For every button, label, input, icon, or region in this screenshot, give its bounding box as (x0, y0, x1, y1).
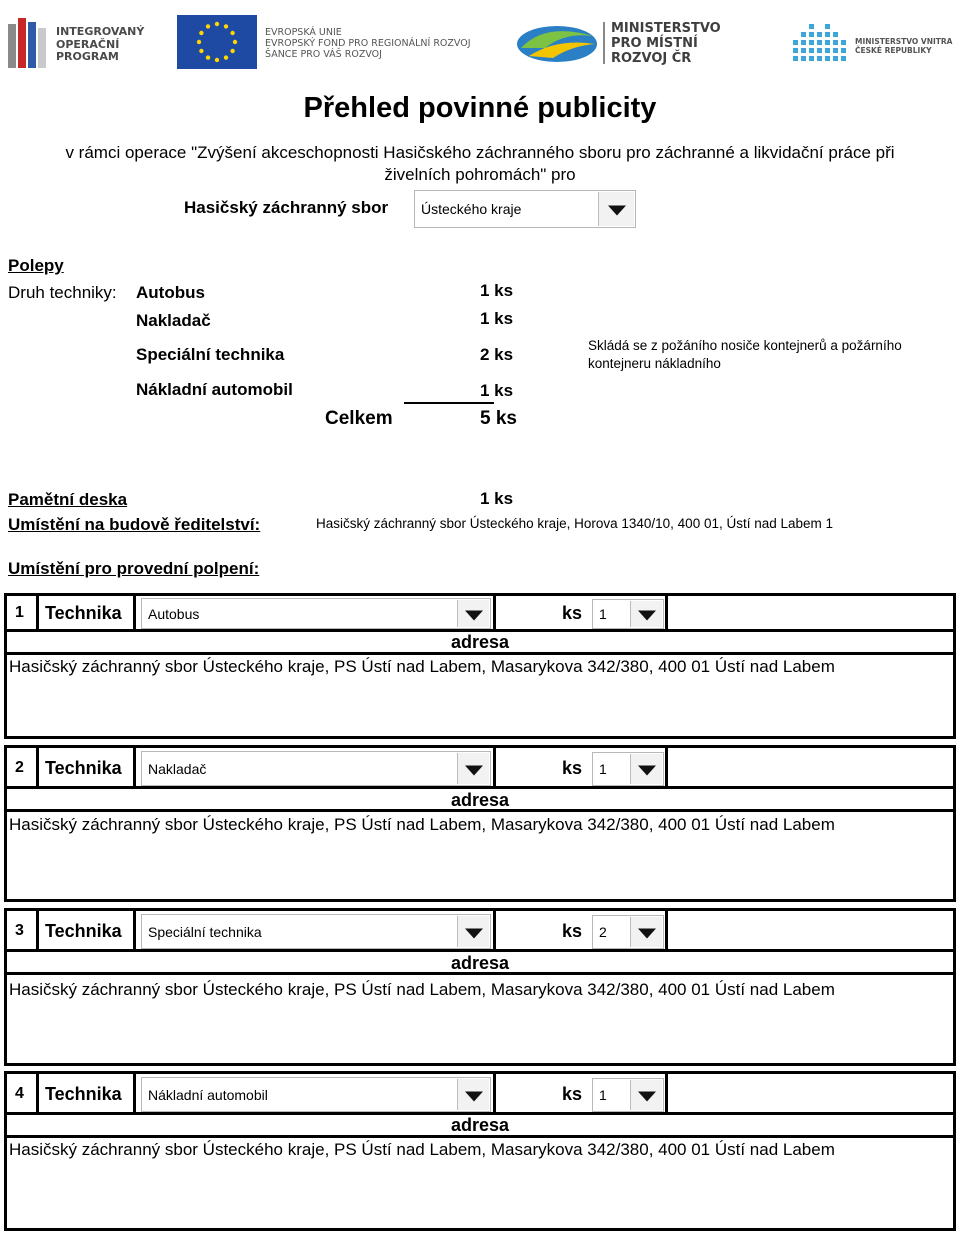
eu-flag-icon (177, 15, 257, 69)
mmr-line: ROZVOJ ČR (611, 50, 692, 66)
page-title: Přehled povinné publicity (303, 92, 657, 124)
block-adresa-label: adresa (450, 953, 510, 973)
polepy-item-name: Speciální technika (136, 345, 285, 364)
sum-divider (404, 402, 494, 404)
eu-line: EVROPSKÁ UNIE (265, 27, 342, 38)
hzs-select-value: Ústeckého kraje (421, 201, 522, 217)
technika-select[interactable] (141, 1077, 491, 1112)
polepy-item-name: Autobus (136, 283, 205, 302)
cell-divider (665, 911, 668, 949)
technika-block (4, 593, 956, 739)
technika-select[interactable] (141, 751, 491, 786)
mv-line: ČESKÉ REPUBLIKY (855, 45, 932, 55)
pametni-deska-qty: 1 ks (480, 489, 514, 508)
cell-divider (133, 748, 136, 786)
eu-line: EVROPSKÝ FOND PRO REGIONÁLNÍ ROZVOJ (265, 37, 471, 49)
cell-divider (133, 911, 136, 949)
technika-block (4, 1071, 956, 1231)
subtitle-line-1: v rámci operace "Zvýšení akceschopnosti Hasičského záchranného sboru pro záchranné a likvidační práce při (65, 143, 895, 162)
mv-dots-icon (793, 20, 849, 68)
block-technika-label: Technika (45, 921, 122, 941)
mmr-logo (515, 12, 725, 70)
dropdown-arrow-icon (638, 766, 656, 776)
ks-select-value: 1 (599, 606, 607, 622)
umisteni-budova-label: Umístění na budově ředitelství: (8, 515, 261, 534)
hzs-label: Hasičský záchranný sbor (184, 198, 389, 217)
subtitle-line-2: živelních pohromách" pro (384, 165, 576, 184)
polepy-item-name: Nákladní automobil (136, 380, 293, 399)
block-adresa-value: Hasičský záchranný sbor Ústeckého kraje, PS Ústí nad Labem, Masarykova 342/380, 400 01 Ústí nad Labem (9, 815, 835, 834)
dropdown-arrow-icon (465, 765, 483, 775)
row-divider (7, 949, 953, 952)
block-technika-label: Technika (45, 1084, 122, 1104)
note-line: Skládá se z požáního nosiče kontejnerů a požárního (588, 338, 902, 353)
technika-select-button[interactable] (457, 916, 489, 947)
block-technika-label: Technika (45, 603, 122, 623)
dropdown-arrow-icon (638, 929, 656, 939)
iop-logo (8, 12, 158, 70)
block-adresa-label: adresa (450, 790, 510, 810)
ks-select[interactable] (592, 599, 664, 629)
block-ks-label: ks (562, 1084, 583, 1104)
provedeni-heading: Umístění pro provední polpení: (8, 559, 260, 578)
technika-select-button[interactable] (457, 753, 489, 784)
ks-select-value: 2 (599, 924, 607, 940)
hzs-select-button[interactable] (598, 192, 634, 226)
polepy-item-qty: 1 ks (480, 281, 514, 300)
cell-divider (493, 596, 496, 629)
pametni-deska-heading: Pamětní deska (8, 490, 128, 509)
eu-line: ŠANCE PRO VÁŠ ROZVOJ (265, 48, 382, 60)
dropdown-arrow-icon (465, 928, 483, 938)
cell-divider (665, 1074, 668, 1112)
cell-divider (493, 748, 496, 786)
ks-select-button[interactable] (630, 1080, 662, 1110)
block-number: 2 (15, 759, 24, 776)
hzs-select[interactable] (414, 190, 636, 228)
block-technika-label: Technika (45, 758, 122, 778)
block-ks-label: ks (562, 603, 583, 623)
polepy-item-qty: 1 ks (480, 309, 514, 328)
block-adresa-value: Hasičský záchranný sbor Ústeckého kraje, PS Ústí nad Labem, Masarykova 342/380, 400 01 Ústí nad Labem (9, 657, 835, 676)
block-adresa-label: adresa (450, 1115, 510, 1135)
block-ks-label: ks (562, 921, 583, 941)
iop-line: INTEGROVANÝ (56, 25, 145, 38)
cell-divider (36, 748, 39, 786)
cell-divider (665, 596, 668, 629)
ks-select-button[interactable] (630, 601, 662, 627)
block-number: 4 (15, 1085, 24, 1102)
mv-line: MINISTERSTVO VNITRA (855, 37, 953, 46)
block-number: 1 (15, 604, 24, 621)
note-line: kontejneru nákladního (588, 356, 721, 371)
block-adresa-value: Hasičský záchranný sbor Ústeckého kraje, PS Ústí nad Labem, Masarykova 342/380, 400 01 Ústí nad Labem (9, 1140, 835, 1159)
iop-line: PROGRAM (56, 50, 119, 64)
technika-select-value: Nakladač (148, 760, 207, 777)
mmr-swoosh-icon (515, 18, 599, 68)
technika-select-button[interactable] (457, 600, 489, 627)
druh-techniky-label: Druh techniky: (8, 283, 117, 302)
technika-select-value: Autobus (148, 605, 200, 622)
row-divider (7, 786, 953, 789)
celkem-label: Celkem (325, 408, 393, 429)
ks-select-value: 1 (599, 1087, 607, 1103)
mmr-line: PRO MÍSTNÍ (611, 35, 698, 51)
ks-select-value: 1 (599, 761, 607, 777)
polepy-item-qty: 1 ks (480, 381, 514, 400)
cell-divider (36, 1074, 39, 1112)
technika-select-value: Speciální technika (148, 923, 262, 940)
technika-select[interactable] (141, 914, 491, 949)
technika-block (4, 908, 956, 1066)
block-number: 3 (15, 922, 24, 939)
iop-line: OPERAČNÍ (56, 37, 120, 51)
mmr-line: MINISTERSTVO (611, 21, 721, 36)
dropdown-arrow-icon (638, 1092, 656, 1102)
technika-select[interactable] (141, 598, 491, 629)
block-adresa-value: Hasičský záchranný sbor Ústeckého kraje, PS Ústí nad Labem, Masarykova 342/380, 400 01 Ústí nad Labem (9, 980, 835, 999)
mmr-divider (603, 22, 605, 64)
polepy-item-qty: 2 ks (480, 345, 514, 364)
iop-stripes-icon (8, 16, 48, 72)
cell-divider (493, 1074, 496, 1112)
polepy-heading: Polepy (8, 256, 64, 275)
technika-select-value: Nákladní automobil (148, 1086, 268, 1103)
cell-divider (133, 596, 136, 629)
cell-divider (665, 748, 668, 786)
ks-select-button[interactable] (630, 754, 662, 784)
dropdown-arrow-icon (465, 610, 483, 620)
umisteni-budova-value: Hasičský záchranný sbor Ústeckého kraje, Horova 1340/10, 400 01, Ústí nad Labem 1 (316, 516, 834, 531)
polepy-item-note (588, 337, 902, 373)
celkem-qty: 5 ks (480, 408, 517, 429)
ks-select-button[interactable] (630, 917, 662, 947)
ks-select[interactable] (592, 1078, 664, 1112)
cell-divider (133, 1074, 136, 1112)
polepy-item-name: Nakladač (136, 311, 211, 330)
dropdown-arrow-icon (608, 206, 626, 216)
block-adresa-label: adresa (450, 632, 510, 652)
dropdown-arrow-icon (465, 1091, 483, 1101)
cell-divider (36, 596, 39, 629)
ks-select[interactable] (592, 915, 664, 949)
dropdown-arrow-icon (638, 611, 656, 621)
block-ks-label: ks (562, 758, 583, 778)
cell-divider (493, 911, 496, 949)
cell-divider (36, 911, 39, 949)
technika-block (4, 745, 956, 902)
ks-select[interactable] (592, 752, 664, 786)
mv-logo (793, 12, 953, 70)
eu-logo (177, 12, 507, 70)
technika-select-button[interactable] (457, 1079, 489, 1110)
